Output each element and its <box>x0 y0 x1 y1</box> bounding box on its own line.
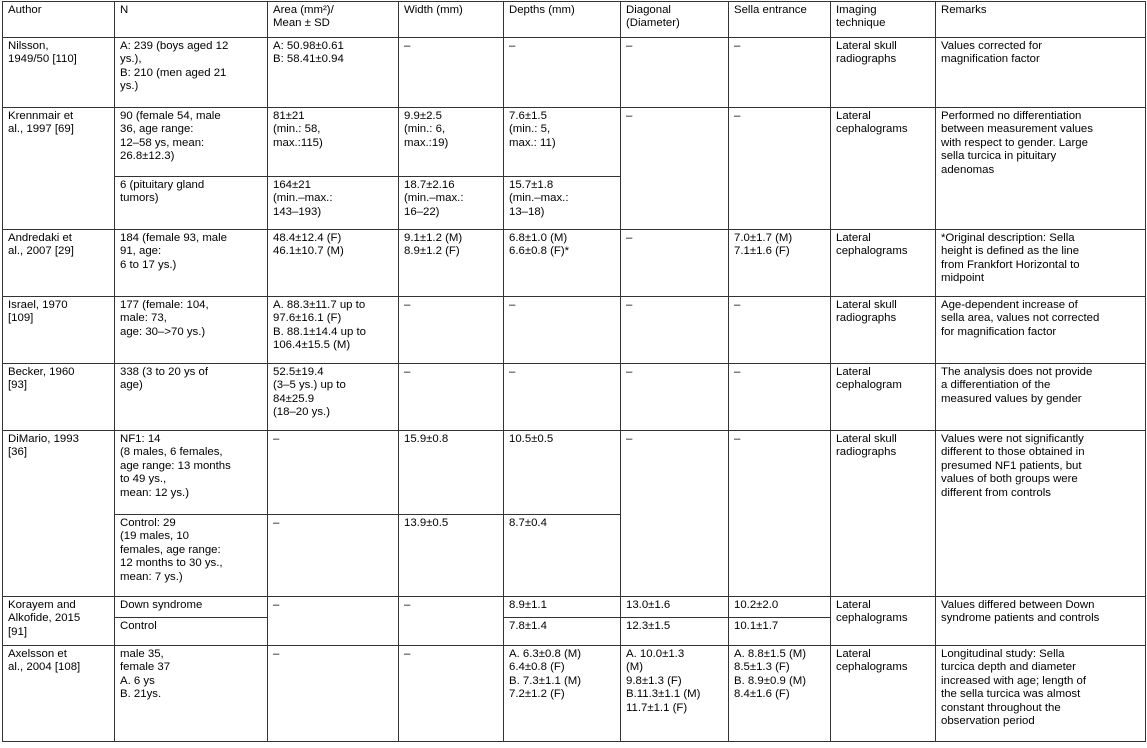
table-row <box>3 597 1146 618</box>
cell-imaging: Lateral cephalograms <box>831 230 936 297</box>
cell-sella-entrance: A. 8.8±1.5 (M) 8.5±1.3 (F) B. 8.9±0.9 (M) 8.4±1.6 (F) <box>729 646 831 742</box>
cell-area: A. 88.3±11.7 up to 97.6±16.1 (F) B. 88.1±14.4 up to 106.4±15.5 (M) <box>268 297 399 364</box>
cell-diagonal: A. 10.0±1.3 (M) 9.8±1.3 (F) B.11.3±1.1 (M) 11.7±1.1 (F) <box>621 646 729 742</box>
cell-depths: – <box>504 297 621 364</box>
cell-area: 81±21 (min.: 58, max.:115) <box>268 108 399 177</box>
cell-imaging: Lateral cephalograms <box>831 108 936 230</box>
cell-sella-entrance: – <box>729 297 831 364</box>
cell-sella-entrance: – <box>729 108 831 230</box>
cell-n: Control: 29 (19 males, 10 females, age range: 12 months to 30 ys., mean: 7 ys.) <box>115 515 268 597</box>
cell-n: 184 (female 93, male 91, age: 6 to 17 ys.) <box>115 230 268 297</box>
header-width: Width (mm) <box>399 2 504 38</box>
cell-n: 90 (female 54, male 36, age range: 12–58 ys, mean: 26.8±12.3) <box>115 108 268 177</box>
cell-width: – <box>399 38 504 108</box>
cell-sella-entrance: – <box>729 38 831 108</box>
header-row <box>3 2 1146 38</box>
cell-diagonal: – <box>621 230 729 297</box>
cell-remarks: Values corrected for magnification factor <box>936 38 1146 108</box>
cell-imaging: Lateral cephalogram <box>831 364 936 431</box>
cell-diagonal: – <box>621 108 729 230</box>
cell-diagonal: 12.3±1.5 <box>621 618 729 646</box>
cell-diagonal: – <box>621 38 729 108</box>
cell-remarks: *Original description: Sella height is defined as the line from Frankfort Horizontal to midpoint <box>936 230 1146 297</box>
cell-width: – <box>399 297 504 364</box>
cell-n: NF1: 14 (8 males, 6 females, age range: 13 months to 49 ys., mean: 12 ys.) <box>115 431 268 515</box>
cell-width: 13.9±0.5 <box>399 515 504 597</box>
table-row <box>3 431 1146 515</box>
cell-diagonal: – <box>621 364 729 431</box>
cell-depths: 7.6±1.5 (min.: 5, max.: 11) <box>504 108 621 177</box>
cell-author: Axelsson et al., 2004 [108] <box>3 646 115 742</box>
cell-author: Israel, 1970 [109] <box>3 297 115 364</box>
cell-area: 164±21 (min.–max.: 143–193) <box>268 177 399 230</box>
cell-diagonal: – <box>621 297 729 364</box>
cell-depths: 7.8±1.4 <box>504 618 621 646</box>
header-diagonal: Diagonal (Diameter) <box>621 2 729 38</box>
table-row <box>3 108 1146 177</box>
cell-sella-entrance: 10.2±2.0 <box>729 597 831 618</box>
table-row <box>3 230 1146 297</box>
sella-turcica-table <box>2 1 1146 742</box>
header-remarks: Remarks <box>936 2 1146 38</box>
cell-depths: 8.9±1.1 <box>504 597 621 618</box>
cell-n: 6 (pituitary gland tumors) <box>115 177 268 230</box>
cell-depths: A. 6.3±0.8 (M) 6.4±0.8 (F) B. 7.3±1.1 (M) 7.2±1.2 (F) <box>504 646 621 742</box>
cell-area: – <box>268 515 399 597</box>
cell-area: A: 50.98±0.61 B: 58.41±0.94 <box>268 38 399 108</box>
cell-author: Korayem and Alkofide, 2015 [91] <box>3 597 115 646</box>
cell-author: DiMario, 1993 [36] <box>3 431 115 597</box>
cell-width: 9.1±1.2 (M) 8.9±1.2 (F) <box>399 230 504 297</box>
cell-area: – <box>268 646 399 742</box>
cell-remarks: Age-dependent increase of sella area, values not corrected for magnification factor <box>936 297 1146 364</box>
cell-width: 9.9±2.5 (min.: 6, max.:19) <box>399 108 504 177</box>
cell-sella-entrance: – <box>729 431 831 597</box>
header-author: Author <box>3 2 115 38</box>
table-row <box>3 297 1146 364</box>
table-row <box>3 646 1146 742</box>
header-n: N <box>115 2 268 38</box>
cell-diagonal: 13.0±1.6 <box>621 597 729 618</box>
cell-width: 18.7±2.16 (min.–max.: 16–22) <box>399 177 504 230</box>
table-row <box>3 364 1146 431</box>
cell-imaging: Lateral cephalograms <box>831 597 936 646</box>
cell-area: – <box>268 597 399 646</box>
cell-area: 48.4±12.4 (F) 46.1±10.7 (M) <box>268 230 399 297</box>
cell-imaging: Lateral skull radiographs <box>831 431 936 597</box>
cell-area: – <box>268 431 399 515</box>
cell-remarks: The analysis does not provide a differentiation of the measured values by gender <box>936 364 1146 431</box>
cell-depths: – <box>504 364 621 431</box>
cell-depths: 15.7±1.8 (min.–max.: 13–18) <box>504 177 621 230</box>
cell-author: Nilsson, 1949/50 [110] <box>3 38 115 108</box>
cell-width: 15.9±0.8 <box>399 431 504 515</box>
header-imaging-technique: Imaging technique <box>831 2 936 38</box>
cell-sella-entrance: – <box>729 364 831 431</box>
cell-depths: 6.8±1.0 (M) 6.6±0.8 (F)* <box>504 230 621 297</box>
cell-author: Andredaki et al., 2007 [29] <box>3 230 115 297</box>
cell-width: – <box>399 597 504 646</box>
cell-imaging: Lateral skull radiographs <box>831 38 936 108</box>
cell-remarks: Longitudinal study: Sella turcica depth and diameter increased with age; length of the sella turcica was almost constant throughout the observation period <box>936 646 1146 742</box>
cell-area: 52.5±19.4 (3–5 ys.) up to 84±25.9 (18–20 ys.) <box>268 364 399 431</box>
cell-imaging: Lateral skull radiographs <box>831 297 936 364</box>
cell-n: 338 (3 to 20 ys of age) <box>115 364 268 431</box>
cell-diagonal: – <box>621 431 729 597</box>
header-depths: Depths (mm) <box>504 2 621 38</box>
cell-depths: 10.5±0.5 <box>504 431 621 515</box>
cell-imaging: Lateral cephalograms <box>831 646 936 742</box>
cell-depths: 8.7±0.4 <box>504 515 621 597</box>
cell-width: – <box>399 364 504 431</box>
cell-sella-entrance: 7.0±1.7 (M) 7.1±1.6 (F) <box>729 230 831 297</box>
cell-author: Krennmair et al., 1997 [69] <box>3 108 115 230</box>
cell-n: A: 239 (boys aged 12 ys.), B: 210 (men aged 21 ys.) <box>115 38 268 108</box>
cell-remarks: Performed no differentiation between measurement values with respect to gender. Large sella turcica in pituitary adenomas <box>936 108 1146 230</box>
cell-width: – <box>399 646 504 742</box>
cell-remarks: Values differed between Down syndrome patients and controls <box>936 597 1146 646</box>
cell-author: Becker, 1960 [93] <box>3 364 115 431</box>
cell-sella-entrance: 10.1±1.7 <box>729 618 831 646</box>
table-row <box>3 38 1146 108</box>
cell-n: 177 (female: 104, male: 73, age: 30–>70 ys.) <box>115 297 268 364</box>
cell-depths: – <box>504 38 621 108</box>
cell-remarks: Values were not significantly different to those obtained in presumed NF1 patients, but values of both groups were different from controls <box>936 431 1146 597</box>
cell-n: male 35, female 37 A. 6 ys B. 21ys. <box>115 646 268 742</box>
header-area: Area (mm²)/ Mean ± SD <box>268 2 399 38</box>
header-sella-entrance: Sella entrance <box>729 2 831 38</box>
cell-n: Control <box>115 618 268 646</box>
cell-n: Down syndrome <box>115 597 268 618</box>
